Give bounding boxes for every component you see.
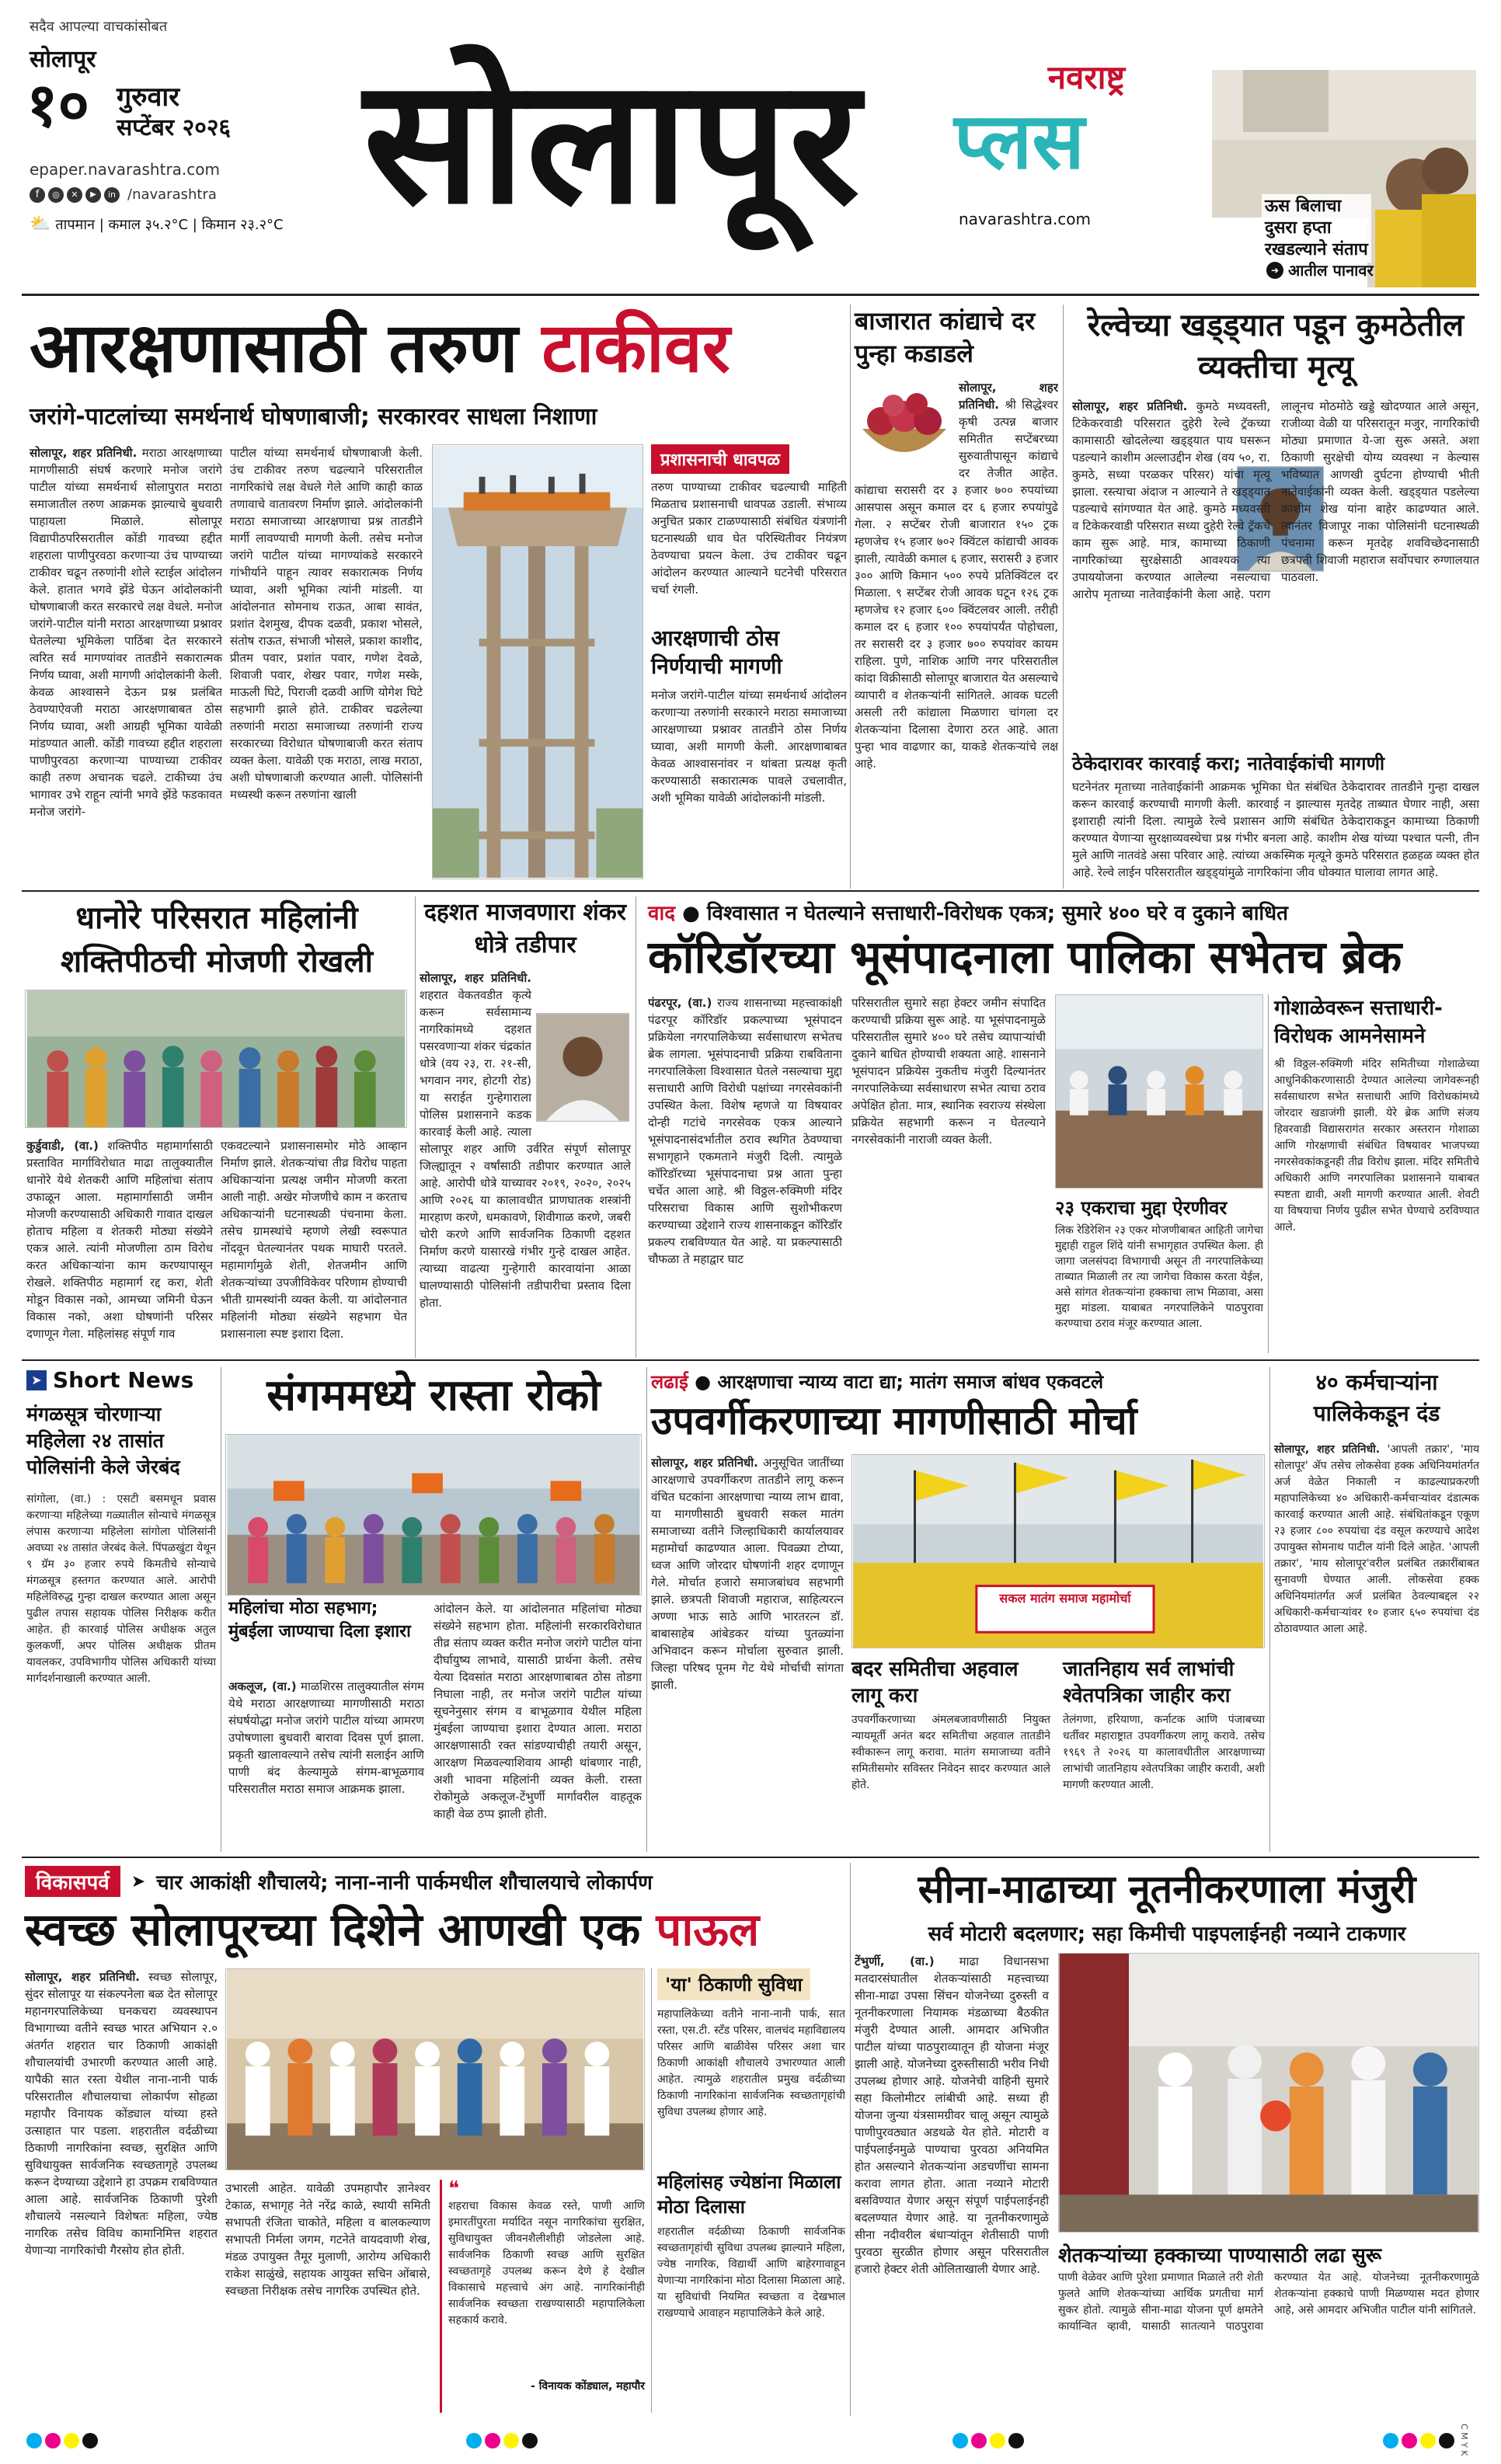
matang-sub1-text: उपवर्गीकरणाच्या अंमलबजावणीसाठी नियुक्त न्यायमूर्ती अनंत बदर समितीचा अहवाल तातडीने स्वीकारून लागू करावा. मातंग समाजाच्या वतीने समितीसमोर सविस्तर निवेदन सादर करण्यात आले होते. — [851, 1714, 1050, 1791]
registration-mark-magenta — [971, 2433, 987, 2448]
arrow-right-icon: ➤ — [26, 1370, 47, 1390]
registration-mark-black — [522, 2433, 538, 2448]
epaper-link[interactable]: epaper.navarashtra.com — [30, 160, 220, 179]
column-rule — [646, 1367, 647, 1852]
lead-box2-title: आरक्षणाची ठोस निर्णयाची मागणी — [651, 625, 782, 679]
matang-kicker: आरक्षणाचा न्याय्य वाटा द्या; मातंग समाज बांधव एकवटले — [717, 1371, 1104, 1393]
rail-sub-title: ठेकेदारावर कारवाई करा; नातेवाईकांची मागणी — [1072, 753, 1385, 774]
registration-mark-yellow — [503, 2433, 519, 2448]
vikas-quote: शहराचा विकास केवळ रस्ते, पाणी आणि इमारतींपुरता मर्यादित नसून नागरिकांचा सुरक्षित, सुविधायुक्त जीवनशैलीशीही जोडलेला आहे. सार्वजनिक ठिकाणी स्वच्छ आणि सुरक्षित स्वच्छतागृहे उपलब्ध करून देणे हे देखील विकासाचे महत्त्वाचे अंग आहे. नागरिकांनीही सार्वजनिक स्वच्छता राखण्यासाठी महापालिकेला सहकार्य करावे. — [448, 2200, 645, 2327]
march-crowd-image — [852, 1455, 1264, 1648]
column-rule — [850, 1863, 851, 2416]
corridor-photo-caption: २३ एकराचा मुद्दा ऐरणीवर — [1055, 1197, 1228, 1219]
masthead — [0, 0, 1501, 289]
registration-mark-yellow — [64, 2433, 79, 2448]
youtube-icon[interactable]: ▶ — [85, 187, 101, 203]
shankar-headline: दहशत माजवणारा शंकर धोत्रे तडीपार — [423, 899, 627, 959]
vikas-box-title: 'या' ठिकाणी सुविधा — [657, 1968, 810, 2000]
vikas-tag: विकासपर्व — [25, 1866, 120, 1897]
forty-text: सोलापूर, शहर प्रतिनिधी. 'आपली तक्रार', 'माय सोलापूर' ॲप तसेच लोकसेवा हक्क अधिनियमांतर्गत अर्ज वेळेत निकाली न काढल्याप्रकरणी महापालिकेच्या ४० अधिकारी-कर्मचाऱ्यांवर दंडात्मक कारवाई करण्यात आली आहे. संबंधितांकडून एकूण २३ हजार ८०० रुपयांचा दंड वसूल करण्याचे आदेश उपायुक्त सोमनाथ पाटील यांनी दिले आहेत. 'आपली तक्रार', 'माय सोलापूर'वरील प्रलंबित तक्रारींबाबत सुनावणी घेण्यात आली. लोकसेवा हक्क अधिनियमांतर्गत अर्ज प्रलंबित ठेवल्याबद्दल २२ अधिकारी-कर्मचाऱ्यांवर १० हजार ६५० रुपयांचा दंड ठोठावण्यात आला आहे. — [1274, 1443, 1479, 1635]
short-news-header — [26, 1367, 193, 1393]
tagline: सदैव आपल्या वाचकांसोबत — [30, 19, 168, 35]
registration-mark-yellow — [1420, 2433, 1436, 2448]
seena-dateline: टेंभुर्णी, (वा.) — [855, 1954, 935, 1968]
corridor-col-1: पंढरपूर, (वा.) राज्य शासनाच्या महत्त्वाकांक्षी पंढरपूर कॉरिडॉर प्रकल्पाच्या भूसंपादन प्रक्रियेला नगरपालिकेच्या सर्वसाधारण सभेतच ब्रेक लागला. भूसंपादनाची प्रक्रिया राबविताना नगरपालिकेला विश्वासात घेतले नसल्याचा मुद्दा सत्ताधारी आणि विरोधी पक्षांच्या नगरसेवकांनी उपस्थित केला. विशेष म्हणजे या विषयावर दोन्ही गटांचे नगरसेवक एकत्र आल्याने भूसंपादनासंदर्भातील ठराव स्थगित ठेवण्याचा सभागृहाने एकमताने मंजुरी दिली. त्यामुळे कॉरिडॉरच्या भूसंपादनाचा प्रश्न आता पुन्हा चर्चेत आला आहे. श्री विठ्ठल-रुक्मिणी मंदिर परिसराचा विकास आणि सुशोभीकरण करण्याच्या उद्देशाने राज्य शासनाकडून कॉरिडॉर प्रकल्प राबविण्यात येत आहे. या प्रकल्पासाठी चौफळा ते महाद्वार घाट — [648, 996, 842, 1266]
corridor-tag: वाद — [648, 902, 675, 925]
short-news-label: Short News — [53, 1367, 194, 1393]
matang-march-photo[interactable] — [851, 1454, 1265, 1648]
date-month-year: सप्टेंबर २०२६ — [117, 114, 232, 141]
lead-story — [22, 305, 847, 887]
lead-sidebar-box — [651, 444, 847, 879]
bullet-icon: ● — [682, 902, 700, 925]
registration-mark-yellow — [990, 2433, 1005, 2448]
registration-mark-cyan — [952, 2433, 968, 2448]
column-rule — [1268, 994, 1269, 1353]
lead-dateline: सोलापूर, शहर प्रतिनिधी. — [30, 446, 138, 460]
vikas-quote-box — [440, 2177, 645, 2413]
registration-mark-cyan — [26, 2433, 42, 2448]
shankar-dateline: सोलापूर, शहर प्रतिनिधी. — [420, 971, 531, 985]
matang-kicker-row — [651, 1369, 1103, 1394]
onion-story — [855, 305, 1058, 887]
dhanore-headline: धानोरे परिसरात महिलांनी शक्तिपीठची मोजणी रोखली — [61, 900, 373, 980]
lead-subhead: जरांगे-पाटलांच्या समर्थनार्थ घोषणाबाजी; सरकारवर साधला निशाणा — [30, 403, 597, 430]
vikas-inauguration-photo[interactable] — [225, 1968, 645, 2170]
vikas-headline-a: स्वच्छ सोलापूरच्या दिशेने आणखी एक — [25, 1903, 641, 1956]
vikas-side-box — [657, 1968, 845, 2413]
sangam-col-2: आंदोलन केले. या आंदोलनात महिलांचा मोठ्या संख्येने सहभाग होता. महिलांनी सरकारविरोधात तीव्र संताप व्यक्त करीत मनोज जरांगे पाटील यांना दीर्घायुष्य लाभावे, यासाठी प्रार्थना केली. तसेच येत्या दिवसांत मराठा आरक्षणाबाबत ठोस तोडगा निघाला नाही, तर मनोज जरांगे पाटील यांच्या सूचनेनुसार संगम व बाभूळगाव येथील महिला मुंबईला जाण्याचा इशारा देण्यात आला. मराठा आरक्षणासाठी रक्त सांडण्याचीही तयारी असून, आरक्षण मिळवल्याशिवाय आम्ही थांबणार नाही, अशी भावना महिलांनी व्यक्त केली. रास्ता रोकोमुळे अकलूज-टेंभुर्णी मार्गावरील वाहतूक काही वेळ ठप्प झाली होती. — [434, 1602, 642, 1821]
promo-line-3: रखडल्याने संताप — [1265, 240, 1368, 259]
weather-text: तापमान | कमाल ३५.२°C | किमान २३.२°C — [55, 216, 284, 233]
vikas-box2-text: शहरातील वर्दळीच्या ठिकाणी सार्वजनिक स्वच्छतागृहांची सुविधा उपलब्ध झाल्याने महिला, ज्येष्ठ नागरिक, विद्यार्थी आणि बाहेरगावाहून येणाऱ्या नागरिकांना मोठा दिलासा मिळाला आहे. या सुविधांची नियमित स्वच्छता व देखभाल राखण्याचे आवाहन महापालिकेने केले आहे. — [657, 2226, 845, 2320]
short-news-text: सांगोला, (वा.) : एसटी बसमधून प्रवास करणाऱ्या महिलेच्या गळ्यातील सोन्याचे मंगळसूत्र लंपास करणाऱ्या महिलेला सांगोला पोलिसांनी अवघ्या २४ तासांत जेरबंद केले. पिंपळखुंटा येथून ९ ग्रॅम ३० हजार रुपये किमतीचे सोन्याचे मंगळसूत्र हस्तगत करण्यात आले. आरोपी महिलेविरुद्ध गुन्हा दाखल करण्यात आला असून पुढील तपास सहायक पोलिस निरीक्षक करीत आहेत. ही कारवाई पोलिस अधीक्षक अतुल कुलकर्णी, अपर पोलिस अधीक्षक प्रीतम यावलकर, उपविभागीय पोलिस अधिकारी यांच्या मार्गदर्शनाखाली करण्यात आली. — [26, 1493, 216, 1685]
forty-dateline: सोलापूर, शहर प्रतिनिधी. — [1274, 1443, 1381, 1456]
column-rule — [415, 896, 416, 1358]
goshala-text: श्री विठ्ठल-रुक्मिणी मंदिर समितीच्या गोशाळेच्या आधुनिकीकरणासाठी देण्यात आलेल्या जागेवरूनही सर्वसाधारण सभेत सत्ताधारी आणि विरोधकांमध्ये जोरदार खडाजंगी झाली. येरे ब्रेक आणि संजय हिवरवाडी विद्यासरागंत सरकार अस्तरान गोशाळा आणि गोरक्षणाची संबंधित विषयावर भाजपच्या नगरसेवकांकडूनही तीव्र विरोध झाला. मंदिर समितीचे अधिकारी आणि नगरपालिका प्रशासनाने याबाबत स्पष्टता द्यावी, अशी मागणी करण्यात आली. शेवटी या विषयाचा निर्णय पुढील सभेत घेण्याचे ठरविण्यात आले. — [1274, 1058, 1479, 1234]
corridor-side-text: लिक रेडिरेशिन २३ एकर मोजणीबाबत आहिती जागेचा मुद्दाही राहुल शिंदे यांनी सभागृहात उपस्थित केला. ही जागा जलसंपदा विभागाची असून ती नगरपालिकेच्या ताब्यात मिळाली तर त्या जागेचा विकास करता येईल, असे सांगत शेतकऱ्यांना हक्काचा लाभ मिळावा, असा मुद्दा मांडला. याबाबत नगरपालिकेने पाठपुरावा करण्याचा ठराव मंजूर करण्यात आला. — [1055, 1224, 1263, 1330]
matang-tag: लढाई — [651, 1371, 688, 1393]
weather-strip — [30, 214, 284, 234]
column-rule — [651, 1968, 652, 2413]
sun-cloud-icon: ⛅ — [30, 214, 51, 234]
registration-mark-cyan — [1383, 2433, 1398, 2448]
arrow-right-icon: ➤ — [131, 1871, 146, 1892]
dhanore-photo[interactable] — [25, 990, 407, 1128]
seena-felicitation-photo[interactable] — [1058, 1953, 1479, 2233]
seena-story — [855, 1863, 1479, 2414]
seena-col-1: टेंभुर्णी, (वा.) माढा विधानसभा मतदारसंघातील शेतकऱ्यांसाठी महत्त्वाच्या सीना-माढा उपसा सिंचन योजनेच्या दुरुस्ती व नूतनीकरणाला नियामक मंडळाच्या बैठकीत मंजुरी देण्यात आली. आमदार अभिजीत पाटील यांच्या पाठपुराव्यातून ही योजना मंजूर झाली आहे. योजनेच्या दुरुस्तीसाठी भरीव निधी उपलब्ध होणार आहे. योजनेची वाहिनी सुमारे सहा किलोमीटर लांबीची आहे. सध्या ही योजना जुन्या यंत्रसामग्रीवर चालू असून त्यामुळे पाणीपुरवठ्यात अडथळे येत होते. मोटारी व पाईपलाईनमुळे पाण्याचा पुरवठा अनियमित होत असल्याने शेतकऱ्यांना अडचणींचा सामना करावा लागत होता. आता नव्याने मोटारी बसविण्यात येणार असून संपूर्ण पाईपलाईनही बदलण्यात येणार आहे. या नूतनीकरणामुळे सीना नदीवरील बंधाऱ्यांतून शेतीसाठी पाणी पुरवठा सुरळीत होणार असून परिसरातील हजारो हेक्टर शेती ओलिताखाली येणार आहे. — [855, 1954, 1049, 2276]
matang-story — [651, 1367, 1265, 1849]
footer-print-marks — [0, 2424, 1501, 2464]
sangam-photo-caption: महिलांचा मोठा सहभाग; मुंबईला जाण्याचा दिला इशारा — [228, 1597, 423, 1644]
promo-line-2: दुसरा हप्ता — [1265, 218, 1332, 238]
corridor-kicker-row — [648, 898, 1288, 926]
matang-headline: उपवर्गीकरणाच्या मागणीसाठी मोर्चा — [651, 1398, 1137, 1443]
sangam-dateline: अकलूज, (वा.) — [228, 1679, 297, 1693]
road-blockade-image — [226, 1435, 641, 1595]
rail-sub-text: घटनेनंतर मृताच्या नातेवाईकांनी आक्रमक भूमिका घेत संबंधित ठेकेदारावर तातडीने गुन्हा दाखल करून कारवाई करण्याची मागणी केली. कारवाई न झाल्यास मृतदेह ताब्यात घेणार नाही, असा इशाराही त्यांनी दिला. त्यामुळे रेल्वे प्रशासन आणि संबंधित ठेकेदाराकडून कामाच्या ठिकाणी करण्यात येणाऱ्या सुरक्षाव्यवस्थेचा प्रश्न गंभीर बनला आहे. काशीम शेख यांच्या पश्चात पत्नी, तीन मुले आणि नातवंडे असा परिवार आहे. त्यांच्या अकस्मिक मृत्यूने कुमठे परिसरात हळहळ व्यक्त होत आहे. रेल्वे लाईन परिसरातील खड्ड्यांमुळे नागरिकांना जीव धोक्यात घालावा लागत आहे. — [1072, 780, 1479, 879]
dhanore-col-1: कुर्डुवाडी, (वा.) शक्तिपीठ महामार्गासाठी प्रस्तावित मार्गाविरोधात माढा तालुक्यातील धानोरे येथे शेतकरी आणि महिलांचा संताप उफाळून आला. महामार्गासाठी जमीन मोजणी करण्यासाठी अधिकारी गावात दाखल होताच महिला व शेतकरी मोठ्या संख्येने एकत्र आले. त्यांनी मोजणीला ठाम विरोध करत अधिकाऱ्यांना काम करण्यापासून रोखले. शक्तिपीठ महामार्ग रद्द करा, शेती मोडून विकास नको, आमच्या जमिनी घेऊन विकास नको, अशा घोषणांनी परिसर दणाणून गेला. महिलांसह संपूर्ण गाव — [26, 1139, 213, 1341]
column-rule — [850, 305, 851, 889]
section-rule — [22, 890, 1479, 892]
promo-more-link[interactable]: ➜ आतील पानावर — [1266, 259, 1374, 280]
forty-headline: ४० कर्मचाऱ्यांना पालिकेकडून दंड — [1313, 1369, 1440, 1426]
dhanore-dateline: कुर्डुवाडी, (वा.) — [26, 1139, 99, 1153]
section-rule — [22, 1359, 1479, 1361]
social-handle[interactable]: /navarashtra — [127, 186, 217, 203]
lead-photo-water-tank[interactable] — [432, 444, 643, 879]
brand-plus: प्लस — [954, 96, 1085, 186]
vikas-box2-title: महिलांसह ज्येष्ठांना मिळाला मोठा दिलासा — [657, 2171, 841, 2218]
sangam-col-1: अकलूज, (वा.) माळशिरस तालुक्यातील संगम येथे मराठा आरक्षणाच्या मागणीसाठी मराठा संघर्षयोद्धा मनोज जरांगे पाटील यांच्या आमरण उपोषणाला बुधवारी बारावा दिवस पूर्ण झाला. प्रकृती खालावल्याने तसेच त्यांनी सलाईन आणि पाणी बंद केल्यामुळे संगम-बाभूळगाव परिसरातील मराठा समाज आक्रमक झाला. — [228, 1679, 424, 1796]
corridor-meeting-photo[interactable] — [1055, 994, 1263, 1188]
onion-headline: बाजारात कांद्याचे दर पुन्हा कडाडले — [855, 306, 1036, 368]
vikas-col-1: सोलापूर, शहर प्रतिनिधी. स्वच्छ सोलापूर, सुंदर सोलापूर या संकल्पनेला बळ देत सोलापूर महानगरपालिकेच्या घनकचरा व्यवस्थापन विभागाच्या वतीने स्वच्छ भारत अभियान २.० अंतर्गत शहरात चार ठिकाणी आकांक्षी शौचालयांची उभारणी करण्यात आली आहे. यापैकी सात रस्ता येथील नाना-नानी पार्क परिसरातील शौचालयाचा लोकार्पण सोहळा महापौर विनायक कोंड्याल यांच्या हस्ते उत्साहात पार पडला. शहरातील वर्दळीच्या ठिकाणी नागरिकांना स्वच्छ, सुरक्षित आणि सुविधायुक्त सार्वजनिक स्वच्छतागृहे उपलब्ध करून देण्याच्या उद्देशाने हा उपक्रम राबविण्यात आला आहे. सार्वजनिक ठिकाणी पुरेशी शौचालये नसल्याने विशेषतः महिला, ज्येष्ठ नागरिक तसेच विविध कामानिमित्त शहरात येणाऱ्या नागरिकांची गैरसोय होत होती. — [25, 1970, 218, 2257]
corridor-dateline: पंढरपूर, (वा.) — [648, 996, 712, 1010]
corridor-story — [640, 896, 1479, 1355]
date-day-number: १० — [26, 70, 90, 141]
seena-subhead: सर्व मोटारी बदलणार; सहा किमीची पाइपलाईनही नव्याने टाकणार — [928, 1923, 1406, 1946]
registration-mark-magenta — [485, 2433, 500, 2448]
masthead-rule — [22, 294, 1479, 296]
forty-story — [1274, 1367, 1479, 1849]
felicitation-image — [1059, 1954, 1478, 2232]
instagram-icon[interactable]: ◎ — [48, 187, 64, 203]
sangam-story — [225, 1367, 642, 1849]
lead-box2-text: मनोज जरांगे-पाटील यांच्या समर्थनार्थ आंदोलन करणाऱ्या तरुणांनी सरकारने मराठा समाजाच्या आरक्षणाच्या प्रश्नावर तातडीने ठोस निर्णय घ्यावा, अशी मागणी केली. आरक्षणाबाबत केवळ आश्वासनांवर न थांबता प्रत्यक्ष कृती करण्यासाठी सकारात्मक पावले उचलावीत, अशी भूमिका यावेळी आंदोलकांनी मांडली. — [651, 688, 847, 805]
column-rule — [1063, 305, 1064, 889]
matang-sub2-title: जातनिहाय सर्व लाभांची श्वेतपत्रिका जाहीर करा — [1063, 1658, 1235, 1707]
dhanore-story — [22, 896, 410, 1355]
registration-mark-black — [1439, 2433, 1454, 2448]
registration-mark-cyan — [466, 2433, 482, 2448]
linkedin-icon[interactable]: in — [104, 187, 120, 203]
seena-sub-text: पाणी वेळेवर आणि पुरेशा प्रमाणात मिळाले तरी शेती फुलते आणि शेतकऱ्यांच्या आर्थिक प्रगतीचा मार्ग सुकर होतो. त्यामुळे सीना-माढा योजना पूर्ण क्षमतेने कार्यान्वित व्हावी, यासाठी सातत्याने पाठपुरावा करण्यात येत आहे. योजनेच्या नूतनीकरणामुळे शेतकऱ्यांना हक्काचे पाणी मिळण्यास मदत होणार आहे, असे आमदार अभिजीत पाटील यांनी सांगितले. — [1058, 2271, 1479, 2333]
promo-line-1: ऊस बिलाचा — [1265, 197, 1342, 216]
rail-text: सोलापूर, शहर प्रतिनिधी. कुमठे मध्यवस्ती, टिकेकरवाडी परिसरात दुहेरी रेल्वे ट्रॅकच्या कामासाठी खोदलेल्या खड्ड्यात पाय घसरून पडल्याने काशीम अल्लाउद्दीन शेख (वय ५०, रा. कुमठे, सध्या परळकर परिसर) यांचा मृत्यू झाला. रस्त्याचा अंदाज न आल्याने ते खड्ड्यात पडल्याचे सांगण्यात येत आहे. कुमठे मध्यवस्ती व टिकेकरवाडी परिसरात सध्या दुहेरी रेल्वे ट्रॅकचे काम सुरू आहे. मात्र, कामाच्या ठिकाणी नागरिकांच्या सुरक्षेसाठी आवश्यक त्या उपाययोजना करण्यात आलेल्या नसल्याचा आरोप मृताच्या नातेवाईकांनी केला आहे. पराग लालूनच मोठमोठे खड्डे खोदण्यात आले असून, राजीव्या वेळी या परिसरातून मजुर, नागरिकांची मोठ्या प्रमाणात ये-जा सुरू असते. अशा ठिकाणी सुरक्षेची योग्य व्यवस्था न केल्यास भविष्यात आणखी दुर्घटना होण्याची भीती नातेवाईकांनी व्यक्त केली. खड्ड्यात पडलेल्या काशीम शेख यांना बाहेर काढण्यात आले. त्यानंतर विजापूर नाका पोलिसांनी घटनास्थळी पंचनामा करून मृतदेह शवविच्छेदनासाठी छत्रपती शिवाजी महाराज सर्वोपचार रुग्णालयात पाठवला. — [1072, 399, 1479, 601]
vikas-quote-by: - विनायक कोंड्याल, महापौर — [531, 2380, 645, 2393]
goshala-headline: गोशाळेवरून सत्ताधारी-विरोधक आमनेसामने — [1274, 997, 1443, 1048]
shankar-story — [420, 896, 631, 1355]
lead-headline — [30, 305, 730, 392]
seena-sub-title: शेतकऱ्यांच्या हक्काच्या पाण्यासाठी लढा सुरू — [1058, 2244, 1382, 2267]
matang-dateline: सोलापूर, शहर प्रतिनिधी. — [651, 1456, 758, 1470]
date-weekday: गुरुवार — [117, 82, 180, 113]
lead-box-text: तरुण पाण्याच्या टाकीवर चढल्याची माहिती मिळताच प्रशासनाची धावपळ उडाली. संभाव्य अनुचित प्रकार टाळण्यासाठी संबंधित यंत्रणांनी घटनास्थळी धाव घेत परिस्थितीवर नियंत्रण ठेवण्याचा प्रयत्न केला. उंच टाकीवर चढून आंदोलन करण्यात आल्याने घटनेची परिसरात चर्चा रंगली. — [651, 480, 847, 597]
quote-icon: ❝ — [448, 2177, 459, 2201]
lead-headline-b: टाकीवर — [542, 308, 730, 388]
registration-mark-magenta — [1402, 2433, 1417, 2448]
corridor-kicker: विश्वासात न घेतल्याने सत्ताधारी-विरोधक एकत्र; सुमारे ४०० घरे व दुकाने बाधित — [706, 902, 1288, 925]
brand-name: नवराष्ट्र — [1047, 58, 1125, 96]
seena-headline: सीना-माढाच्या नूतनीकरणाला मंजुरी — [918, 1867, 1416, 1912]
dhanore-col-2: एकवटल्याने प्रशासनासमोर मोठे आव्हान निर्माण झाले. शेतकऱ्यांचा तीव्र विरोध पाहता अधिकाऱ्यांना प्रत्यक्ष जमीन मोजणी करता आली नाही. अखेर मोजणीचे काम न करताच अधिकाऱ्यांनी घटनास्थळी पंचनामा केला. तसेच ग्रामस्थांचे म्हणणे लेखी स्वरूपात नोंदवून घेतल्यानंतर पथक माघारी परतले. महामार्गामुळे शेती, शेतजमीन आणि शेतकऱ्यांच्या उपजीविकेवर परिणाम होण्याची भीती ग्रामस्थांनी व्यक्त केली. या आंदोलनात महिलांनी मोठ्या संख्येने सहभाग घेत प्रशासनाला स्पष्ट इशारा दिला. — [221, 1139, 407, 1341]
promo-text — [1262, 194, 1371, 263]
inauguration-group-image — [226, 1969, 644, 2170]
rail-headline: रेल्वेच्या खड्ड्यात पडून कुमठेतील व्यक्तीचा मृत्यू — [1087, 308, 1464, 385]
water-tank-image — [433, 445, 643, 879]
corridor-col-2: परिसरातील सुमारे सहा हेक्टर जमीन संपादित करण्याची प्रक्रिया सुरू आहे. या भूसंपादनामुळे परिसरातील सुमारे ४०० घरे तसेच व्यापाऱ्यांची दुकाने बाधित होण्याची शक्यता आहे. शासनाने भूसंपादन प्रक्रियेस नुकतीच मंजुरी दिल्यानंतर नगरपालिकेच्या सर्वसाधारण सभेत त्याचा ठराव अपेक्षित होता. मात्र, स्थानिक स्वराज्य संस्थेला प्रक्रियेत सहभागी करून न घेतल्याने नगरसेवकांनी नाराजी व्यक्त केली. — [851, 996, 1046, 1147]
registration-mark-magenta — [45, 2433, 61, 2448]
bullet-icon: ● — [695, 1371, 712, 1393]
vikas-kicker-row — [25, 1866, 653, 1897]
lead-headline-a: आरक्षणासाठी तरुण — [30, 308, 518, 388]
short-news-headline: मंगळसूत्र चोरणाऱ्या महिलेला २४ तासांत पोलिसांनी केले जेरबंद — [26, 1403, 180, 1478]
brand-url: navarashtra.com — [959, 210, 1091, 228]
facebook-icon[interactable]: f — [30, 187, 45, 203]
matang-photo-banner: सकल मातंग समाज महामोर्चा — [999, 1591, 1131, 1606]
shankar-text: सोलापूर, शहर प्रतिनिधी. शहरात वेकतवडीत कृत्ये करून सर्वसामान्य नागरिकांमध्ये दहशत पसरवणाऱ्या शंकर चंद्रकांत धोत्रे (वय २३, रा. २१-सी, भगवान नगर, होटगी रोड) या सराईत गुन्हेगाराला पोलिस प्रशासनाने कडक कारवाई केली आहे. त्याला सोलापूर शहर आणि उर्वरित संपूर्ण सोलापूर जिल्ह्यातून २ वर्षांसाठी तडीपार करण्यात आले आहे. आरोपी धोत्रे याच्यावर २०१९, २०२०, २०२५ आणि २०२६ या कालावधीत प्राणघातक शस्त्रांनी मारहाण करणे, धमकावणे, शिवीगाळ करणे, जबरी चोरी करणे आणि सार्वजनिक ठिकाणी दहशत निर्माण करणे यासारखे गंभीर गुन्हे दाखल आहेत. त्याच्या वाढत्या गुन्हेगारी कारवायांना आळा घालण्यासाठी पोलिसांनी तडीपारीचा प्रस्ताव दिला होता. — [420, 971, 631, 1310]
rail-story — [1067, 305, 1479, 887]
lead-col-1: सोलापूर, शहर प्रतिनिधी. मराठा आरक्षणाच्या मागणीसाठी संघर्ष करणारे मनोज जरांगे पाटील यांच्या समर्थनार्थ सोलापुरात मराठा समाजातील तरुण आक्रमक झाल्याचे बुधवारी पाहायला मिळाले. सोलापूर विद्यापीठपरिसरातील कोंडी गावच्या हद्दीत शहराला पाणीपुरवठा करणाऱ्या उंच पाण्याच्या टाकीवर चढून तरुणांनी शोले स्टाईल आंदोलन केले. हातात भगवे झेंडे घेऊन आंदोलकांनी घोषणाबाजी करत सरकारचे लक्ष वेधले. मनोज जरांगे-पाटील यांनी मराठा आरक्षणाच्या प्रश्नावर घेतलेल्या भूमिकेला पाठिंबा देत सरकारने त्वरित सर्व मागण्यांवर तातडीने सकारात्मक निर्णय घ्यावा, अशी मागणी आंदोलकांनी केली. केवळ आश्वासने देऊन प्रश्न प्रलंबित ठेवण्याऐवजी मराठा आरक्षणाबाबत ठोस निर्णय घ्यावा, अशी आग्रही भूमिका यावेळी मांडण्यात आली. कोंडी गावच्या हद्दीत शहराला पाणीपुरवठा करणाऱ्या पाण्याच्या टाकीवर काही तरुण अचानक चढले. टाकीच्या उंच भागावर उभे राहून त्यांनी भगवे झेंडे फडकावत मनोज जरांगे- — [30, 446, 222, 819]
vikas-headline — [25, 1900, 759, 1959]
social-icons — [30, 186, 217, 203]
vikas-story — [22, 1863, 845, 2414]
sangam-photo[interactable] — [225, 1434, 642, 1596]
cmyk-code: C M Y K — [1459, 2424, 1469, 2456]
matang-col-1: सोलापूर, शहर प्रतिनिधी. अनुसूचित जातींच्या आरक्षणाचे उपवर्गीकरण तातडीने लागू करून वंचित घटकांना आरक्षणाचा न्याय्य लाभ द्यावा, या मागणीसाठी बुधवारी सकल मातंग समाजाच्या वतीने जिल्हाधिकारी कार्यालयावर महामोर्चा काढण्यात आला. पिवळ्या टोप्या, ध्वज आणि जोरदार घोषणांनी शहर दणाणून गेले. मोर्चात हजारो समाजबांधव सहभागी झाले. छत्रपती शिवाजी महाराज, साहित्यरत्न अण्णा भाऊ साठे आणि भारतरत्न डॉ. बाबासाहेब आंबेडकर यांच्या पुतळ्यांना अभिवादन करून मोर्चाला सुरुवात झाली. जिल्हा परिषद पूनम गेट येथे मोर्चाची सांगता झाली. — [651, 1456, 844, 1692]
onion-text: सोलापूर, शहर प्रतिनिधी. श्री सिद्धेश्वर कृषी उत्पन्न बाजार समितीत सप्टेंबरच्या सुरुवातीपासून कांद्याचे दर तेजीत आहेत. कांद्याचा सरासरी दर ३ हजार ७०० रुपयांच्या आसपास असून कमाल दर ६ हजार रुपयांपुढे गेला. २ सप्टेंबर रोजी बाजारात १५० ट्रक म्हणजेच १५ हजार ७०२ क्विंटल कांद्याची आवक झाली, त्यावेळी कमाल ६ हजार, सरासरी ३ हजार ३०० आणि किमान ५०० रुपये प्रतिक्विंटल दर मिळाला. ९ सप्टेंबर रोजी आवक घटून १२६ ट्रक म्हणजेच १२ हजार ६०० क्विंटलवर आली. तरीही कमाल दर ६ हजार १०० रुपयांपर्यंत पोहोचला, तर सरासरी दर ३ हजार ७०० रुपयांवर कायम राहिला. पुणे, नाशिक आणि नगर परिसरातील कांदा विक्रीसाठी सोलापूर बाजारात येत असल्याचे व्यापारी व शेतकऱ्यांनी सांगितले. आवक घटली असली तरी कांद्याला मिळणारा चांगला दर शेतकऱ्यांना दिलासा देणारा ठरत आहे. आता पुन्हा भाव वाढणार का, याकडे शेतकऱ्यांचे लक्ष आहे. — [855, 381, 1058, 771]
registration-mark-black — [1008, 2433, 1024, 2448]
vikas-headline-b: पाऊल — [656, 1903, 760, 1956]
column-rule — [1269, 1367, 1270, 1852]
matang-sub1-title: बदर समितीचा अहवाल लागू करा — [851, 1658, 1019, 1707]
vikas-box-text: महापालिकेच्या वतीने नाना-नानी पार्क, सात रस्ता, एस.टी. स्टँड परिसर, वालचंद महाविद्यालय परिसर आणि बाळीवेस परिसर अशा चार ठिकाणी आकांक्षी शौचालये उभारण्यात आली आहेत. त्यामुळे शहरातील प्रमुख वर्दळीच्या ठिकाणी नागरिकांना सार्वजनिक स्वच्छतागृहांची सुविधा उपलब्ध होणार आहे. — [657, 2008, 845, 2118]
registration-mark-black — [82, 2433, 98, 2448]
lead-col-2: पाटील यांच्या समर्थनार्थ घोषणाबाजी केली. उंच टाकीवर तरुण चढल्याने परिसरातील नागरिकांचे लक्ष वेधले गेले आणि काही काळ तणावाचे वातावरण निर्माण झाले. आंदोलकांनी मराठा समाजाच्या आरक्षणाचा प्रश्न तातडीने मार्गी लावण्याची मागणी केली. तसेच मनोज जरांगे पाटील यांच्या मागण्यांकडे सरकारने गांभीर्याने पाहून त्यावर सकारात्मक निर्णय घ्यावा, अशी भूमिका त्यांनी मांडली. या आंदोलनात सोमनाथ राऊत, आबा सावंत, प्रशांत देशमुख, दीपक दळवी, प्रकाश भोसले, संतोष राऊत, संभाजी भोसले, प्रकाश काशीद, प्रीतम पवार, प्रशांत पवार, गणेश देवळे, शिवाजी पवार, शेखर पवार, गणेश मस्के, माऊली घिटे, पिराजी दळवी आणि योगेश घिटे सहभागी झाले होते. टाकीवर चढलेल्या तरुणांनी मराठा समाजाच्या तरुणांनी राज्य सरकारच्या विरोधात घोषणाबाजी करत संताप व्यक्त केला. यावेळी एक मराठा, लाख मराठा, अशी घोषणाबाजी करण्यात आली. पोलिसांनी मध्यस्थी करून तरुणांना खाली — [230, 446, 423, 802]
sangam-headline: संगममध्ये रास्ता रोको — [266, 1370, 601, 1421]
brand-logo — [954, 54, 1125, 249]
lead-box-title: प्रशासनाची धावपळ — [651, 444, 789, 474]
onion-dateline: सोलापूर, शहर प्रतिनिधी. — [959, 381, 1058, 412]
vikas-kicker: चार आकांक्षी शौचालये; नाना-नानी पार्कमधील शौचालयाचे लोकार्पण — [156, 1871, 653, 1895]
arrow-circle-icon: ➜ — [1266, 262, 1283, 279]
masthead-title: सोलापूर — [364, 42, 862, 242]
short-news — [22, 1367, 216, 1849]
section-rule — [22, 1857, 1479, 1858]
matang-sub2-text: तेलंगणा, हरियाणा, कर्नाटक आणि पंजाबच्या धर्तीवर महाराष्ट्रात उपवर्गीकरण लागू करावे. तसेच १९६९ ते २०२६ या कालावधीतील आरक्षणाच्या लाभांची जातनिहाय श्वेतपत्रिका जाहीर करावी, अशी मागणी करण्यात आली. — [1063, 1714, 1265, 1791]
twitter-icon[interactable]: ✕ — [67, 187, 82, 203]
council-meeting-image — [1056, 995, 1262, 1188]
corridor-headline: कॉरिडॉरच्या भूसंपादनाला पालिका सभेतच ब्रेक — [648, 931, 1402, 983]
women-gathering-image — [26, 990, 406, 1127]
vikas-col-2: उभारली आहेत. यावेळी उपमहापौर ज्ञानेश्वर टेकाळ, सभागृह नेते नरेंद्र काळे, स्थायी समिती सभापती रंजिता चाकोते, महिला व बालकल्याण सभापती निर्मला जगम, गटनेते वायदवाणी शेख, मंडळ उपायुक्त तैमूर मुलाणी, आरोग्य अधिकारी राकेश साळुंखे, सहायक आयुक्त सचिन ओंबासे, स्वच्छता निरीक्षक तसेच नागरिक उपस्थित होते. — [225, 2181, 430, 2298]
vikas-dateline: सोलापूर, शहर प्रतिनिधी. — [25, 1970, 140, 1984]
edition-city: सोलापूर — [30, 46, 96, 73]
rail-dateline: सोलापूर, शहर प्रतिनिधी. — [1072, 399, 1188, 413]
